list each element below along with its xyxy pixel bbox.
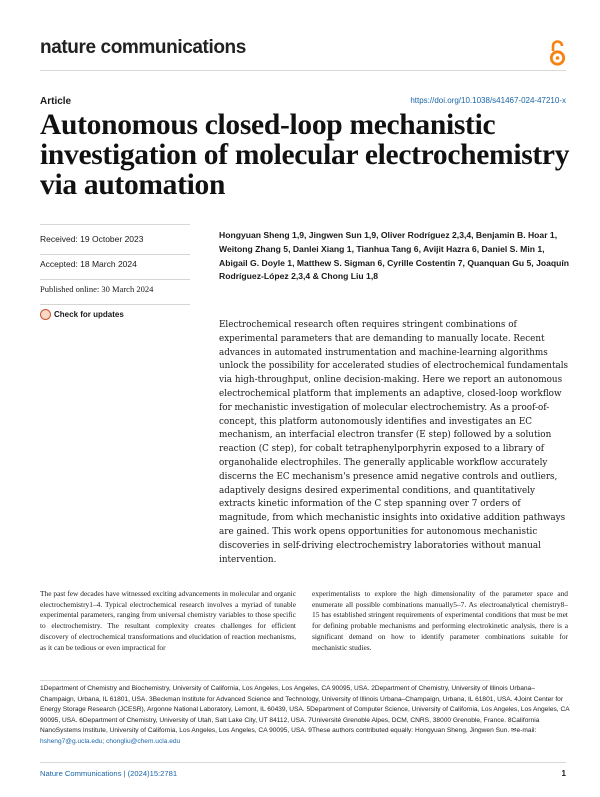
body-column-left: The past few decades have witnessed exciting advancements in molecular and organic electrochemistry1–4. Typical electrochemical research involves a myriad of tunable experimental parameters, ranging from universal chemistry variables to those specific to electrochemistry. The resultant complexity creates challenges for efficient discovery of electrochemical transformations and elucidation of reaction mechanisms, as it can be tedious or even impractical for — [40, 589, 296, 652]
dates-rule — [40, 224, 190, 225]
check-for-updates-icon — [40, 309, 51, 320]
email-label: e-mail: — [516, 727, 537, 735]
footnote — [40, 684, 570, 748]
article-dates — [40, 230, 190, 320]
open-access-icon — [549, 40, 566, 66]
header-rule — [40, 70, 566, 71]
footer-rule — [40, 762, 566, 763]
received-date: Received: 19 October 2023 — [40, 230, 190, 255]
article-title: Autonomous closed-loop mechanistic investigation of molecular electrochemistry via automation — [40, 109, 570, 201]
accepted-date: Accepted: 18 March 2024 — [40, 255, 190, 280]
affiliations: 1Department of Chemistry and Biochemistry, University of California, Los Angeles, Los Angeles, CA 90095, USA. 2Department of Chemistry, University of Illinois Urbana–Champaign, Urbana, IL 61801, USA. 3Beckman Institute for Advanced Science and Technology, University of Illinois Urbana–Champaign, Urbana, IL 61801, USA. 4Joint Center for Energy Storage Research (JCESR), Argonne National Laboratory, Lemont, IL 60439, USA. 5Department of Computer Science, University of California, Los Angeles, Los Angeles, CA 90095, USA. 6Department of Chemistry, University of Utah, Salt Lake City, UT 84112, USA. 7Université Grenoble Alpes, DCM, CNRS, 38000 Grenoble, France. 8California NanoSystems Institute, University of California, Los Angeles, Los Angeles, CA 90095, USA. 9These authors contributed equally: Hongyuan Sheng, Jingwen Sun. — [40, 685, 570, 735]
abstract: Electrochemical research often requires stringent combinations of experimental parameters that are demanding to manually locate. Recent advances in automated instrumentation and machine-learning algorithms unlock the possibility for accelerated studies of electrochemical fundamentals via high-throughput, online decision-making. Here we report an autonomous electrochemical platform that implements an adaptive, closed-loop workflow for mechanistic investigation of molecular electrochemistry. As a proof-of-concept, this platform autonomously identifies and investigates an EC mechanism, an interfacial electron transfer (E step) followed by a solution reaction (C step), for cobalt tetraphenylporphyrin exposed to a library of organohalide electrophiles. The generally applicable workflow accurately discerns the EC mechanism's presence amid negative controls and outliers, adaptively designs desired experimental conditions, and quantitatively extracts kinetic information of the C step spanning over 7 orders of magnitude, from which mechanistic insights into oxidative addition pathways are gained. This work opens opportunities for autonomous mechanistic discoveries in self-driving electrochemistry laboratories without manual intervention. — [219, 320, 569, 565]
body-column-right: experimentalists to explore the high dimensionality of the parameter space and enumerate all possible combinations manually5–7. As electroanalytical chemistry8–15 has established stringent requirements of experimental conditions that must be met for defining probable mechanisms and performing electrokinetic analysis, there is a significant demand on how to identify parameter combinations suitable for mechanistic studies. — [312, 589, 568, 652]
mail-icon: ✉ — [511, 727, 517, 735]
published-date: Published online: 30 March 2024 — [40, 280, 190, 305]
check-for-updates-label: Check for updates — [54, 310, 124, 319]
footnote-rule — [40, 680, 490, 681]
author-list: Hongyuan Sheng 1,9, Jingwen Sun 1,9, Oliver Rodríguez 2,3,4, Benjamin B. Hoar 1, Weitong Zhang 5, Danlei Xiang 1, Tianhua Tang 6, Avijit Hazra 6, Daniel S. Min 1, Abigail G. Doyle 1, Matthew S. Sigman 6, Cyrille Costentin 7, Quanquan Gu 5, Joaquín Rodríguez-López 2,3,4 & Chong Liu 1,8 — [219, 230, 570, 282]
journal-name: nature communications — [40, 37, 246, 58]
doi-link[interactable]: https://doi.org/10.1038/s41467-024-47210-x — [410, 96, 566, 105]
article-type: Article — [40, 96, 72, 107]
page-number: 1 — [561, 769, 566, 778]
email-links[interactable]: hsheng7@g.ucla.edu; chongliu@chem.ucla.edu — [40, 737, 181, 745]
journal-citation: Nature Communications | (2024)15:2781 — [40, 769, 178, 778]
check-for-updates-button[interactable] — [40, 305, 190, 320]
